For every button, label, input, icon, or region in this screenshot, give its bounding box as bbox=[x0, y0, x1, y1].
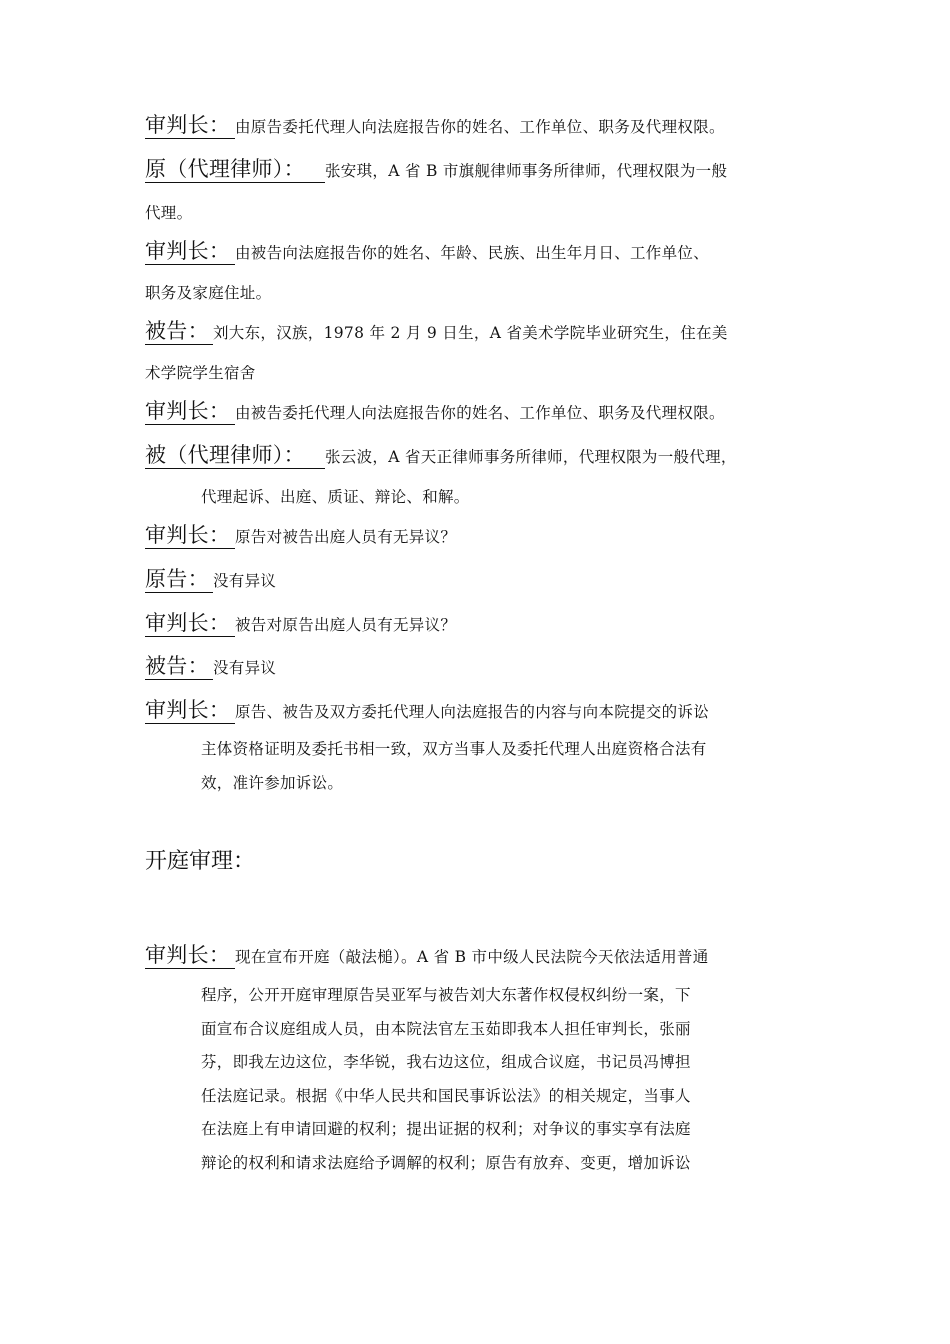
dialogue-entry bbox=[145, 522, 810, 552]
speaker-label: 被（代理律师）： bbox=[145, 443, 325, 469]
opening-statement bbox=[145, 942, 810, 1180]
entry-first-line bbox=[145, 398, 810, 428]
speech-continuation: 代理。 bbox=[145, 204, 193, 222]
speech-text: 刘大东，汉族，1978 年 2 月 9 日生，A 省美术学院毕业研究生，住在美 bbox=[213, 324, 728, 342]
speech-text: 由原告委托代理人向法庭报告你的姓名、工作单位、职务及代理权限。 bbox=[235, 118, 725, 136]
entry-first-line bbox=[145, 442, 810, 472]
entry-first-line bbox=[145, 318, 810, 348]
speech-text: 张安琪，A 省 B 市旗舰律师事务所律师，代理权限为一般 bbox=[325, 162, 728, 180]
entry-first-line bbox=[145, 566, 810, 596]
speech-continuation: 面宣布合议庭组成人员，由本院法官左玉茹即我本人担任审判长，张丽 bbox=[201, 1019, 691, 1038]
speaker-label: 审判长： bbox=[145, 399, 235, 425]
section-heading: 开庭审理： bbox=[145, 849, 256, 874]
dialogue-entry bbox=[145, 318, 810, 388]
dialogue-entry bbox=[145, 156, 810, 228]
dialogue-entry bbox=[145, 697, 810, 800]
speaker-label: 审判长： bbox=[145, 113, 235, 139]
speaker-label: 审判长： bbox=[145, 239, 235, 265]
speech-text: 没有异议 bbox=[213, 659, 277, 677]
dialogue-entry bbox=[145, 398, 810, 428]
speaker-label: 被告： bbox=[145, 319, 213, 345]
dialogue-entry bbox=[145, 112, 810, 142]
speech-continuation: 代理起诉、出庭、质证、辩论、和解。 bbox=[201, 488, 470, 506]
entry-first-line bbox=[145, 112, 810, 142]
speaker-label: 审判长： bbox=[145, 523, 235, 549]
speech-text: 没有异议 bbox=[213, 572, 277, 590]
speech-text: 原告对被告出庭人员有无异议？ bbox=[235, 528, 457, 546]
entry-first-line bbox=[145, 697, 810, 727]
dialogue-entry bbox=[145, 238, 810, 308]
speech-continuation: 任法庭记录。根据《中华人民共和国民事诉讼法》的相关规定，当事人 bbox=[201, 1086, 691, 1105]
speech-text: 原告、被告及双方委托代理人向法庭报告的内容与向本院提交的诉讼 bbox=[235, 703, 710, 721]
speech-text: 被告对原告出庭人员有无异议？ bbox=[235, 616, 457, 634]
speech-text: 张云波，A 省天正律师事务所律师，代理权限为一般代理， bbox=[325, 448, 737, 466]
dialogue-entry bbox=[145, 442, 810, 512]
entry-first-line bbox=[145, 942, 810, 972]
speech-text: 由被告委托代理人向法庭报告你的姓名、工作单位、职务及代理权限。 bbox=[235, 404, 725, 422]
speaker-label: 原（代理律师）： bbox=[145, 157, 325, 183]
entry-first-line bbox=[145, 156, 810, 186]
speech-text: 现在宣布开庭（敲法槌）。A 省 B 市中级人民法院今天依法适用普通 bbox=[235, 948, 709, 966]
speech-continuation: 辩论的权利和请求法庭给予调解的权利；原告有放弃、变更，增加诉讼 bbox=[201, 1153, 691, 1172]
speaker-label: 原告： bbox=[145, 567, 213, 593]
dialogue-entry bbox=[145, 566, 810, 596]
entry-first-line bbox=[145, 653, 810, 683]
speech-continuation: 职务及家庭住址。 bbox=[145, 284, 272, 302]
entry-first-line bbox=[145, 610, 810, 640]
speaker-label: 审判长： bbox=[145, 943, 235, 969]
speaker-label: 被告： bbox=[145, 654, 213, 680]
speech-continuation: 在法庭上有申请回避的权利；提出证据的权利；对争议的事实享有法庭 bbox=[201, 1120, 691, 1138]
entry-first-line bbox=[145, 522, 810, 552]
dialogue-entry bbox=[145, 653, 810, 683]
speech-continuation: 术学院学生宿舍 bbox=[145, 364, 256, 382]
speaker-label: 审判长： bbox=[145, 611, 235, 637]
dialogue-entry bbox=[145, 610, 810, 640]
speech-continuation: 芬，即我左边这位，李华锐，我右边这位，组成合议庭，书记员冯博担 bbox=[201, 1053, 691, 1071]
speech-continuation: 程序，公开开庭审理原告吴亚军与被告刘大东著作权侵权纠纷一案，下 bbox=[201, 986, 691, 1004]
speech-continuation: 效，准许参加诉讼。 bbox=[201, 773, 344, 792]
entry-first-line bbox=[145, 238, 810, 268]
speech-text: 由被告向法庭报告你的姓名、年龄、民族、出生年月日、工作单位、 bbox=[235, 244, 710, 262]
speaker-label: 审判长： bbox=[145, 698, 235, 724]
speech-continuation: 主体资格证明及委托书相一致，双方当事人及委托代理人出庭资格合法有 bbox=[201, 740, 707, 758]
